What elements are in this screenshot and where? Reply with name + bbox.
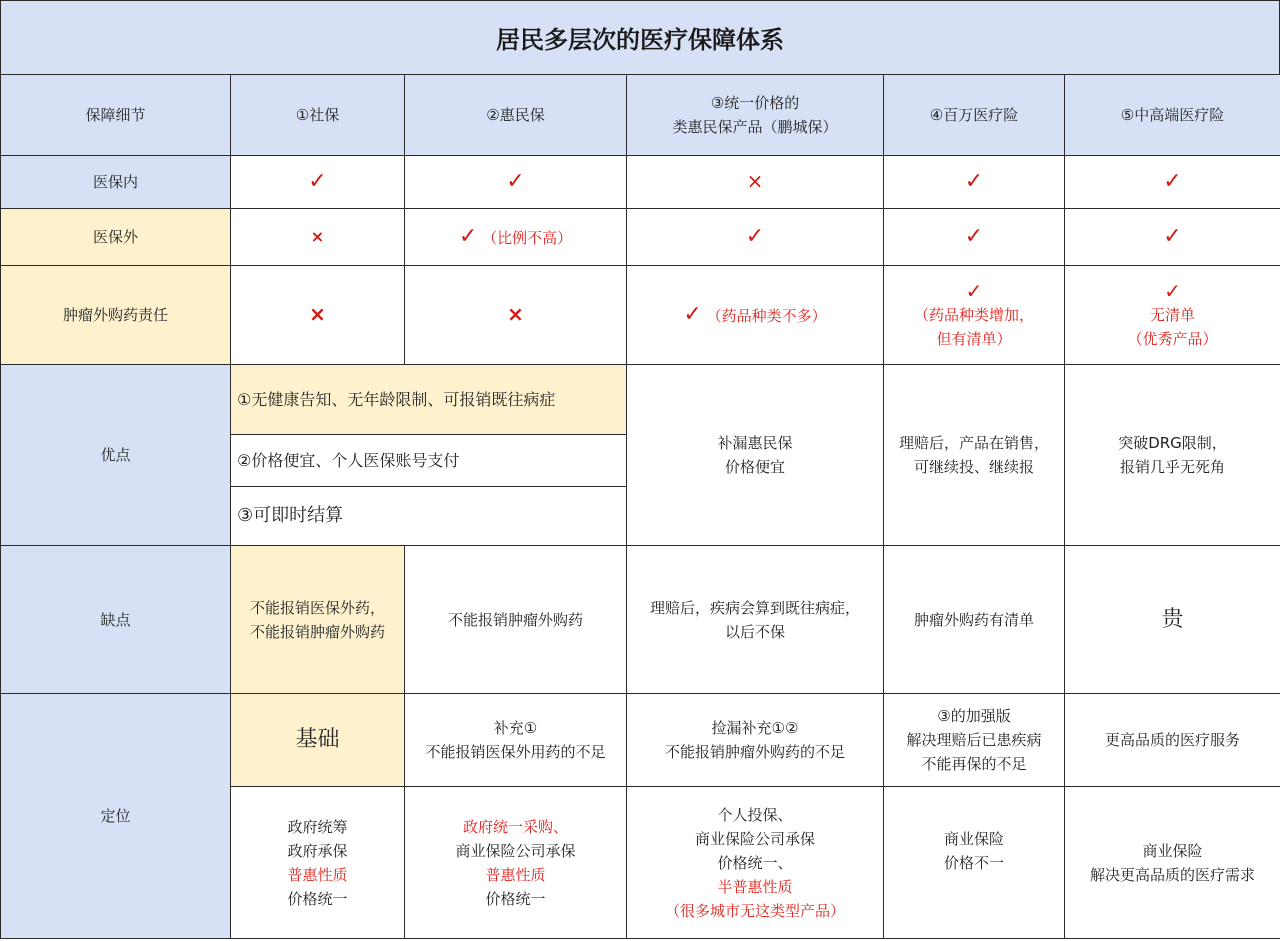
check-icon: ✓ [964,168,984,194]
header-detail: 保障细节 [1,75,231,156]
check-icon: ✓ [1163,168,1182,194]
position-top-c4 [884,694,1065,787]
cell-outside-c5 [1065,209,1280,266]
check-icon: ✓ [964,223,984,249]
cons-c1 [231,546,405,694]
pros-item-1: ①无健康告知、无年龄限制、可报销既往病症 [231,365,627,435]
header-huiminbao: ②惠民保 [405,75,627,156]
header-million-medical: ④百万医疗险 [884,75,1065,156]
pros-c4 [884,365,1065,546]
position-top-c2 [405,694,627,787]
cons-c2: 不能报销肿瘤外购药 [405,546,627,694]
outside-c2-note: （比例不高） [482,228,573,247]
position-bottom-c4-line2: 价格不一 [943,854,1004,872]
cell-tumor-c1 [231,266,405,365]
pros-item-2: ②价格便宜、个人医保账号支付 [231,435,627,487]
tumor-c3-note: （药品种类不多） [706,306,827,325]
pros-c5-line2: 报销几乎无死角 [1119,458,1225,476]
position-top-c2-line1: 补充① [493,719,538,737]
position-top-c4-line1: ③的加强版 [937,707,1011,725]
cons-c3 [627,546,884,694]
check-icon: ✓ [745,223,765,249]
row-position-top [1,694,1280,787]
header-social-insurance: ①社保 [231,75,405,156]
position-bottom-c5 [1065,787,1280,939]
position-bottom-c3-line4: 半普惠性质 [717,877,793,896]
cons-c3-line2: 以后不保 [724,622,785,641]
check-icon: ✓ [458,223,478,249]
position-top-c1: 基础 [231,694,405,787]
tumor-c4-line2: 但有清单） [936,330,1012,348]
header-pengchengbao [627,75,884,156]
check-icon: ✓ [1163,223,1182,249]
pros-c3 [627,365,884,546]
check-icon: ✓ [506,168,525,194]
cons-c4: 肿瘤外购药有清单 [884,546,1065,694]
header-col3-line1: ③统一价格的 [710,94,800,112]
pros-c3-line2: 价格便宜 [724,458,785,476]
cell-inside-c4 [884,156,1065,209]
pros-c4-line1: 理赔后，产品在销售， [898,434,1049,452]
cross-icon: × [507,302,524,326]
row-tumor-drugs [1,266,1280,365]
check-icon: ✓ [965,279,983,303]
cons-c3-line1: 理赔后，疾病会算到既往病症， [649,598,860,617]
cell-outside-c1 [231,209,405,266]
position-bottom-c1-line2: 政府承保 [287,841,348,860]
tumor-c4-line1: （药品种类增加， [913,306,1034,324]
tumor-c5-line1: 无清单 [1149,306,1195,324]
row-label-cons: 缺点 [1,546,231,694]
cell-tumor-c2 [405,266,627,365]
check-icon: ✓ [683,301,702,327]
row-label-position: 定位 [1,694,231,939]
row-label-outside: 医保外 [1,209,231,266]
row-label-pros: 优点 [1,365,231,546]
row-cons [1,546,1280,694]
position-bottom-c2-line4: 价格统一 [485,889,546,908]
position-bottom-c1-line1: 政府统筹 [287,817,348,836]
row-inside-insurance [1,156,1280,209]
position-bottom-c2-line2: 商业保险公司承保 [455,841,576,860]
pros-item-3: ③可即时结算 [231,487,627,546]
position-bottom-c3 [627,787,884,939]
row-outside-insurance [1,209,1280,266]
position-bottom-c1-line4: 价格统一 [287,889,348,908]
pros-c5-line1: 突破DRG限制， [1118,434,1227,452]
cross-icon: × [309,302,326,326]
cell-outside-c2 [405,209,627,266]
position-top-c4-line2: 解决理赔后已患疾病 [906,731,1042,749]
pros-c5 [1065,365,1280,546]
position-bottom-c3-line2: 商业保险公司承保 [694,829,815,848]
check-icon: ✓ [308,168,327,194]
position-bottom-c2-line3: 普惠性质 [485,865,546,884]
position-top-c3-line2: 不能报销肿瘤外购药的不足 [664,743,845,761]
header-high-end-medical: ⑤中高端医疗险 [1065,75,1280,156]
pros-c4-line2: 可继续投、继续报 [913,458,1034,476]
position-bottom-c2-line1: 政府统一采购、 [462,817,568,836]
position-bottom-c3-line3: 价格统一、 [717,853,793,872]
cell-inside-c1 [231,156,405,209]
cell-inside-c5 [1065,156,1280,209]
position-bottom-c5-line2: 解决更高品质的医疗需求 [1089,865,1255,884]
position-bottom-c2 [405,787,627,939]
check-icon: ✓ [1164,279,1181,303]
position-bottom-c4-line1: 商业保险 [943,830,1004,848]
cross-icon: × [746,169,764,193]
header-col3-line2: 类惠民保产品（鹏城保） [672,118,838,136]
position-bottom-c4 [884,787,1065,939]
cell-outside-c4 [884,209,1065,266]
page-title: 居民多层次的医疗保障体系 [0,0,1280,75]
position-bottom-c3-line5: （很多城市无这类型产品） [664,901,845,920]
cell-inside-c3 [627,156,884,209]
pros-c3-line1: 补漏惠民保 [717,434,793,452]
position-top-c2-line2: 不能报销医保外用药的不足 [425,743,606,761]
header-row [1,75,1280,156]
position-top-c5: 更高品质的医疗服务 [1065,694,1280,787]
row-pros-1 [1,365,1280,435]
cell-tumor-c5 [1065,266,1280,365]
position-bottom-c3-line1: 个人投保、 [717,805,793,824]
comparison-table [0,74,1280,939]
position-bottom-c5-line1: 商业保险 [1142,841,1203,860]
position-top-c3 [627,694,884,787]
tumor-c5-line2: （优秀产品） [1127,330,1218,348]
position-bottom-c1-line3: 普惠性质 [287,865,348,884]
row-label-tumor: 肿瘤外购药责任 [1,266,231,365]
cons-c1-line2: 不能报销肿瘤外购药 [249,622,385,641]
cons-c5: 贵 [1065,546,1280,694]
position-bottom-c1 [231,787,405,939]
position-top-c4-line3: 不能再保的不足 [921,755,1027,773]
position-top-c3-line1: 捡漏补充①② [711,719,799,737]
cell-tumor-c3 [627,266,884,365]
cross-icon: × [310,227,325,246]
cell-outside-c3 [627,209,884,266]
row-label-inside: 医保内 [1,156,231,209]
cell-tumor-c4 [884,266,1065,365]
cell-inside-c2 [405,156,627,209]
cons-c1-line1: 不能报销医保外药， [249,598,385,617]
